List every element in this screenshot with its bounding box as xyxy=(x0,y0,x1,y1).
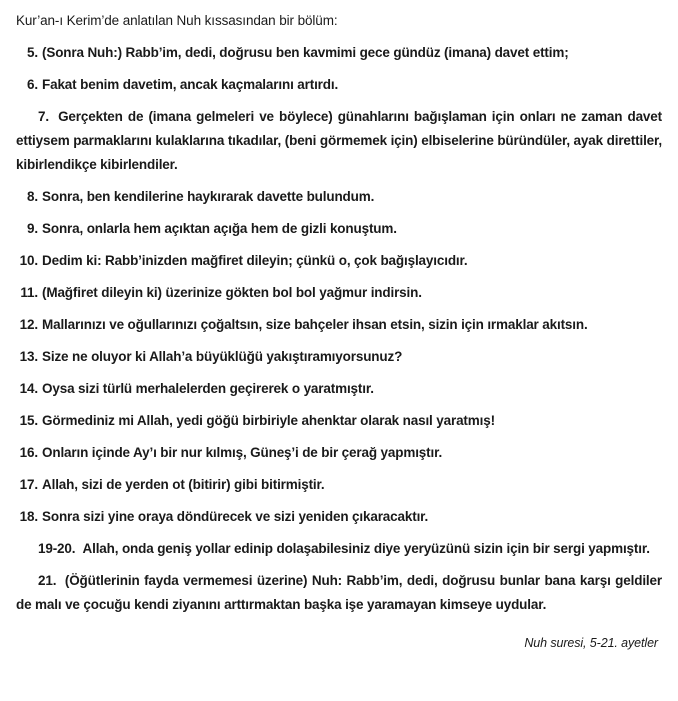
verse-text: (Mağfiret dileyin ki) üzerinize gökten bol bol yağmur indirsin. xyxy=(42,285,422,300)
verse-text: Sonra sizi yine oraya döndürecek ve sizi yeniden çıkaracaktır. xyxy=(42,509,429,524)
verse-text: Size ne oluyor ki Allah’a büyüklüğü yakıştıramıyorsunuz? xyxy=(42,349,403,364)
verse-number: 11. xyxy=(20,285,38,300)
verse-number: 5. xyxy=(27,45,38,60)
verse-item xyxy=(16,209,662,241)
verse-item xyxy=(16,65,662,97)
verse-item xyxy=(16,465,662,497)
verse-item xyxy=(16,529,662,561)
verse-number: 6. xyxy=(27,77,38,92)
intro-paragraph: Kur’an-ı Kerim’de anlatılan Nuh kıssasından bir bölüm: xyxy=(16,13,338,28)
verse-text: Allah, sizi de yerden ot (bitirir) gibi bitirmiştir. xyxy=(42,477,325,492)
verse-number: 10. xyxy=(19,253,38,268)
verse-text: Sonra, ben kendilerine haykırarak davette bulundum. xyxy=(42,189,375,204)
verse-item xyxy=(16,433,662,465)
verse-item xyxy=(16,177,662,209)
verse-item xyxy=(16,33,662,65)
verse-text: Mallarınızı ve oğullarınızı çoğaltsın, size bahçeler ihsan etsin, sizin için ırmaklar akıtsın. xyxy=(42,317,588,332)
verse-text: Görmediniz mi Allah, yedi göğü birbiriyle ahenktar olarak nasıl yaratmış! xyxy=(42,413,495,428)
verse-text: Dedim ki: Rabb’inizden mağfiret dileyin; çünkü o, çok bağışlayıcıdır. xyxy=(42,253,468,268)
verse-number: 18. xyxy=(19,509,38,524)
verse-text: Allah, onda geniş yollar edinip dolaşabilesiniz diye yeryüzünü sizin için bir sergi yapmıştır. xyxy=(82,541,650,556)
verse-number: 13. xyxy=(19,349,38,364)
verse-item xyxy=(16,337,662,369)
verse-text: Fakat benim davetim, ancak kaçmalarını artırdı. xyxy=(42,77,339,92)
verse-text: Oysa sizi türlü merhalelerden geçirerek o yaratmıştır. xyxy=(42,381,374,396)
verse-item xyxy=(16,497,662,529)
verse-item xyxy=(16,97,662,177)
verse-text: Sonra, onlarla hem açıktan açığa hem de gizli konuştum. xyxy=(42,221,397,236)
verse-item xyxy=(16,241,662,273)
verse-number: 12. xyxy=(19,317,38,332)
verse-list xyxy=(16,33,662,617)
verse-number: 8. xyxy=(27,189,38,204)
verse-item xyxy=(16,369,662,401)
source-attribution: Nuh suresi, 5-21. ayetler xyxy=(524,636,658,650)
verse-text: (Sonra Nuh:) Rabb’im, dedi, doğrusu ben kavmimi gece gündüz (imana) davet ettim; xyxy=(42,45,569,60)
verse-text: (Öğütlerinin fayda vermemesi üzerine) Nuh: Rabb’im, dedi, doğrusu bunlar bana karşı geldiler de malı ve çocuğu kendi ziyanını arttırmaktan başka işe yaramayan kimseye uydular. xyxy=(16,573,662,612)
verse-item xyxy=(16,273,662,305)
verse-text: Gerçekten de (imana gelmeleri ve böylece) günahlarını bağışlaman için onları ne zaman davet ettiysem parmaklarını kulaklarına tıkadılar, (beni görmemek için) elbiselerine büründüler, ayak direttiler, kibirlendikçe kibirlendiler. xyxy=(16,109,662,172)
verse-item xyxy=(16,401,662,433)
verse-item xyxy=(16,561,662,617)
verse-number: 7. xyxy=(38,109,49,124)
verse-number: 21. xyxy=(38,573,57,588)
verse-number: 16. xyxy=(19,445,38,460)
verse-number: 15. xyxy=(19,413,38,428)
verse-number: 9. xyxy=(27,221,38,236)
verse-number: 17. xyxy=(19,477,38,492)
verse-text: Onların içinde Ay’ı bir nur kılmış, Güneş’i de bir çerağ yapmıştır. xyxy=(42,445,443,460)
verse-item xyxy=(16,305,662,337)
verse-number: 14. xyxy=(19,381,38,396)
verse-number: 19-20. xyxy=(38,541,76,556)
